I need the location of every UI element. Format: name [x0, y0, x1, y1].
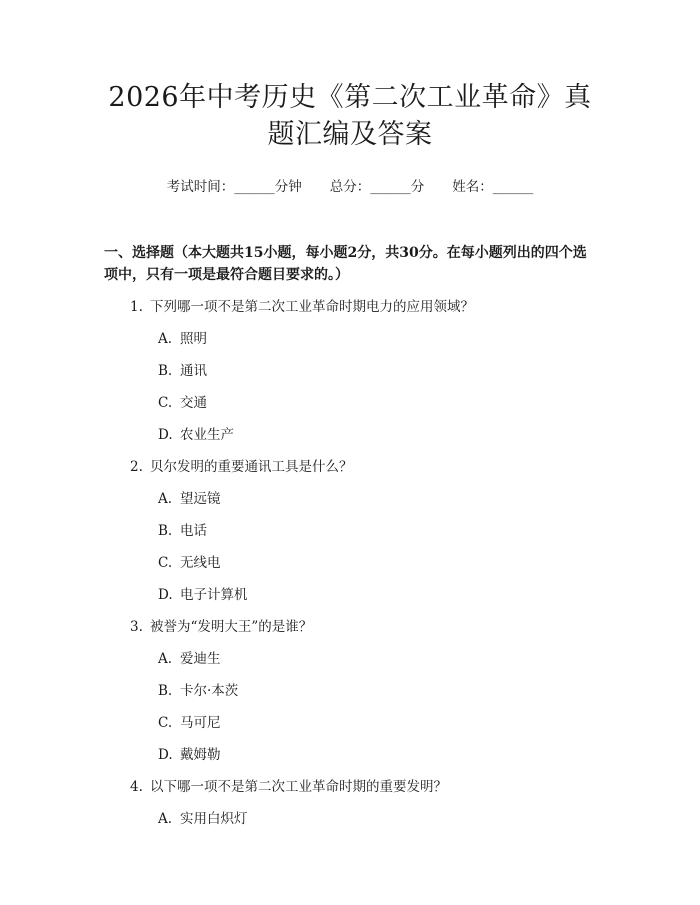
total-score-field: 总分：______分	[329, 179, 425, 195]
option-letter: A.	[158, 651, 173, 667]
option-text: 交通	[180, 395, 207, 411]
option-item	[104, 744, 596, 766]
option-text: 爱迪生	[180, 651, 221, 667]
option-text: 卡尔·本茨	[180, 683, 239, 699]
option-letter: A.	[158, 811, 173, 827]
option-letter: D.	[158, 427, 173, 443]
option-item	[104, 584, 596, 606]
option-item	[104, 552, 596, 574]
student-name-field: 姓名：______	[452, 179, 534, 195]
option-list	[104, 328, 596, 446]
question-3	[104, 616, 596, 766]
option-item	[104, 520, 596, 542]
option-text: 实用白炽灯	[180, 811, 248, 827]
page-title: 2026年中考历史《第二次工业革命》真题汇编及答案	[108, 82, 592, 150]
option-text: 望远镜	[180, 491, 221, 507]
question-text: 贝尔发明的重要通讯工具是什么？	[150, 459, 353, 475]
question-text: 被誉为“发明大王”的是谁？	[150, 619, 313, 635]
option-list	[104, 808, 596, 830]
option-text: 电子计算机	[180, 587, 248, 603]
option-text: 马可尼	[180, 715, 221, 731]
option-text: 农业生产	[180, 427, 234, 443]
option-item	[104, 712, 596, 734]
option-letter: C.	[158, 395, 173, 411]
section-heading: 一、选择题（本大题共15小题，每小题2分，共30分。在每小题列出的四个选项中，只有一项是最符合题目要求的。）	[104, 245, 587, 283]
question-number: 3.	[130, 619, 143, 635]
option-letter: B.	[158, 363, 173, 379]
option-text: 电话	[180, 523, 207, 539]
question-number: 1.	[130, 299, 143, 315]
option-list	[104, 488, 596, 606]
option-letter: A.	[158, 491, 173, 507]
option-letter: B.	[158, 523, 173, 539]
option-item	[104, 424, 596, 446]
option-letter: D.	[158, 587, 173, 603]
option-letter: C.	[158, 715, 173, 731]
option-text: 戴姆勒	[180, 747, 221, 763]
question-number: 4.	[130, 779, 143, 795]
option-item	[104, 808, 596, 830]
question-text: 以下哪一项不是第二次工业革命时期的重要发明？	[150, 779, 447, 795]
question-text: 下列哪一项不是第二次工业革命时期电力的应用领域？	[150, 299, 474, 315]
option-text: 照明	[180, 331, 207, 347]
option-letter: A.	[158, 331, 173, 347]
exam-info-line	[104, 177, 596, 197]
option-item	[104, 488, 596, 510]
option-letter: D.	[158, 747, 173, 763]
option-text: 无线电	[180, 555, 221, 571]
option-item	[104, 328, 596, 350]
option-letter: B.	[158, 683, 173, 699]
question-4	[104, 776, 596, 830]
question-2-stem	[104, 456, 596, 478]
option-item	[104, 648, 596, 670]
question-3-stem	[104, 616, 596, 638]
question-2	[104, 456, 596, 606]
option-letter: C.	[158, 555, 173, 571]
option-item	[104, 360, 596, 382]
question-4-stem	[104, 776, 596, 798]
option-item	[104, 680, 596, 702]
option-list	[104, 648, 596, 766]
question-1	[104, 296, 596, 446]
option-item	[104, 392, 596, 414]
option-text: 通讯	[180, 363, 207, 379]
question-1-stem	[104, 296, 596, 318]
exam-time-field: 考试时间：______分钟	[166, 179, 302, 195]
question-number: 2.	[130, 459, 143, 475]
